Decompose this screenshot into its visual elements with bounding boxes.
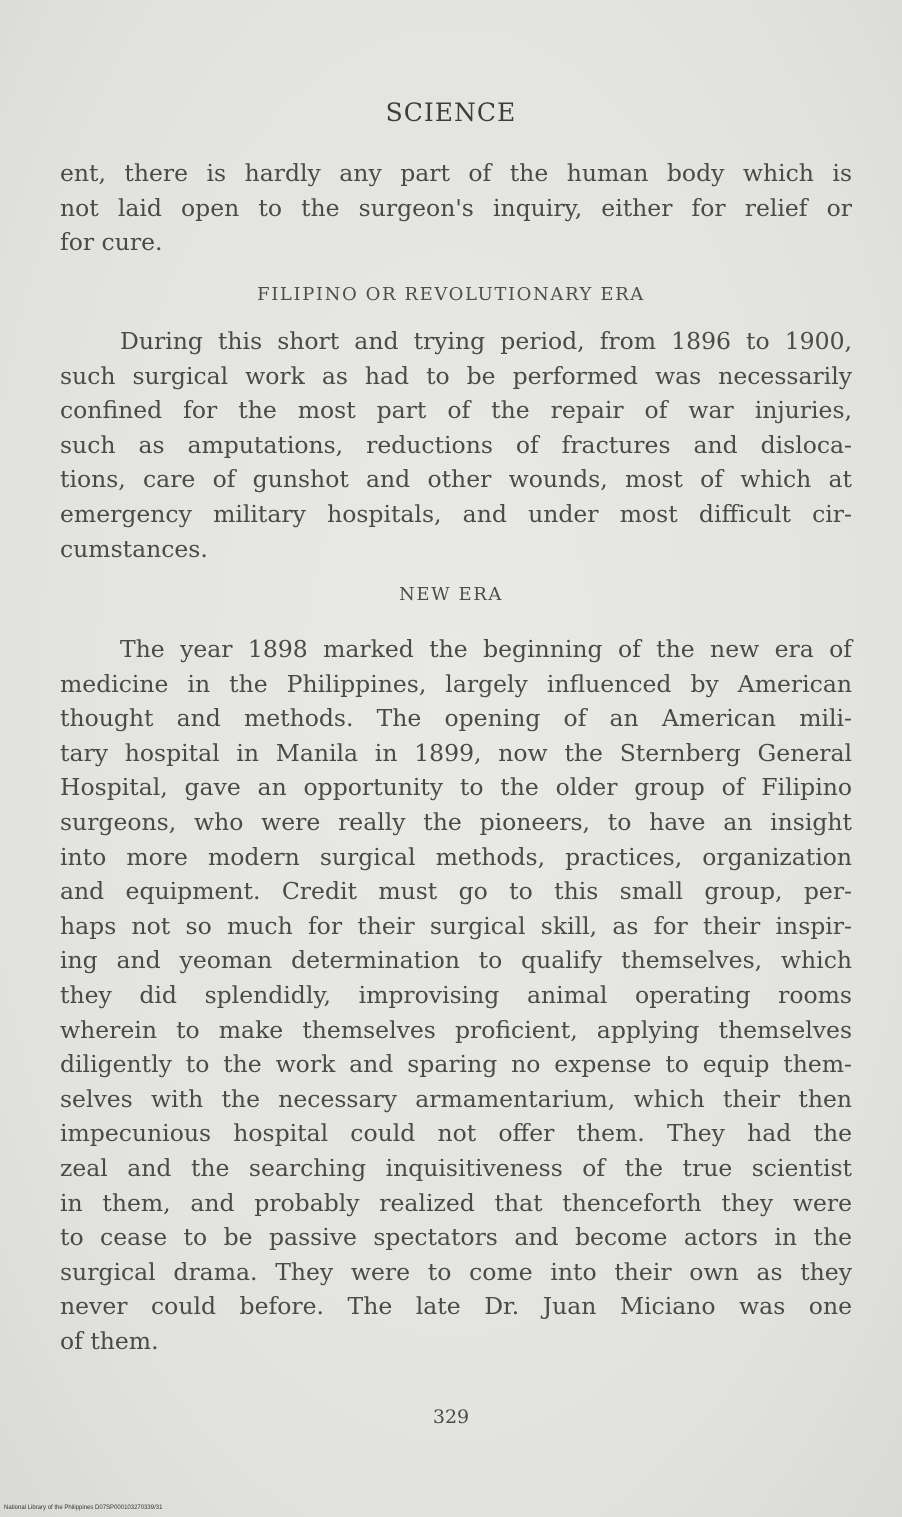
text-line: of them. xyxy=(60,1326,159,1355)
text-line: for cure. xyxy=(60,228,163,257)
paragraph-revolutionary-era xyxy=(60,324,852,566)
text-line: diligently to the work and sparing no expense to equip them- xyxy=(60,1050,852,1079)
text-line: confined for the most part of the repair of war injuries, xyxy=(60,396,852,425)
text-line: thought and methods. The opening of an American mili- xyxy=(60,704,852,733)
section-heading-new-era: NEW ERA xyxy=(398,584,503,605)
page-number: 329 xyxy=(432,1406,470,1428)
text-line: impecunious hospital could not offer them. They had the xyxy=(60,1119,852,1148)
text-line: zeal and the searching inquisitiveness of the true scientist xyxy=(60,1153,852,1182)
section-heading-revolutionary-era: FILIPINO OR REVOLUTIONARY ERA xyxy=(257,284,645,305)
text-line: cumstances. xyxy=(60,534,208,563)
text-line: Hospital, gave an opportunity to the older group of Filipino xyxy=(60,773,852,802)
text-line: medicine in the Philippines, largely influenced by American xyxy=(60,669,852,698)
running-head: SCIENCE xyxy=(385,98,517,127)
text-line: During this short and trying period, from 1896 to 1900, xyxy=(120,327,852,355)
text-line: such surgical work as had to be performed was necessarily xyxy=(60,361,852,390)
text-line: not laid open to the surgeon's inquiry, either for relief or xyxy=(60,193,852,222)
text-line: such as amputations, reductions of fractures and disloca- xyxy=(60,430,852,459)
paragraph-new-era xyxy=(60,632,852,1358)
library-credit: National Library of the Philippines D07SP000103270339/31 xyxy=(4,1505,163,1511)
text-line: to cease to be passive spectators and become actors in the xyxy=(60,1223,852,1252)
text-line: tary hospital in Manila in 1899, now the Sternberg General xyxy=(60,738,852,767)
text-line: tions, care of gunshot and other wounds, most of which at xyxy=(60,465,852,494)
paragraph-continuation xyxy=(60,156,852,260)
text-line: surgical drama. They were to come into their own as they xyxy=(60,1257,852,1286)
text-line: and equipment. Credit must go to this small group, per- xyxy=(60,877,852,906)
text-line: The year 1898 marked the beginning of the new era of xyxy=(120,635,852,663)
text-line: selves with the necessary armamentarium, which their then xyxy=(60,1084,852,1113)
text-line: surgeons, who were really the pioneers, to have an insight xyxy=(60,807,852,836)
text-line: ing and yeoman determination to qualify themselves, which xyxy=(60,946,852,975)
text-line: never could before. The late Dr. Juan Miciano was one xyxy=(60,1292,852,1321)
text-line: ent, there is hardly any part of the human body which is xyxy=(60,159,852,187)
text-line: emergency military hospitals, and under most difficult cir- xyxy=(60,499,852,528)
text-line: haps not so much for their surgical skill, as for their inspir- xyxy=(60,911,852,940)
text-line: in them, and probably realized that thenceforth they were xyxy=(60,1188,852,1217)
text-line: into more modern surgical methods, practices, organization xyxy=(60,842,852,871)
text-line: they did splendidly, improvising animal operating rooms xyxy=(60,980,852,1009)
text-line: wherein to make themselves proficient, applying themselves xyxy=(60,1015,852,1044)
